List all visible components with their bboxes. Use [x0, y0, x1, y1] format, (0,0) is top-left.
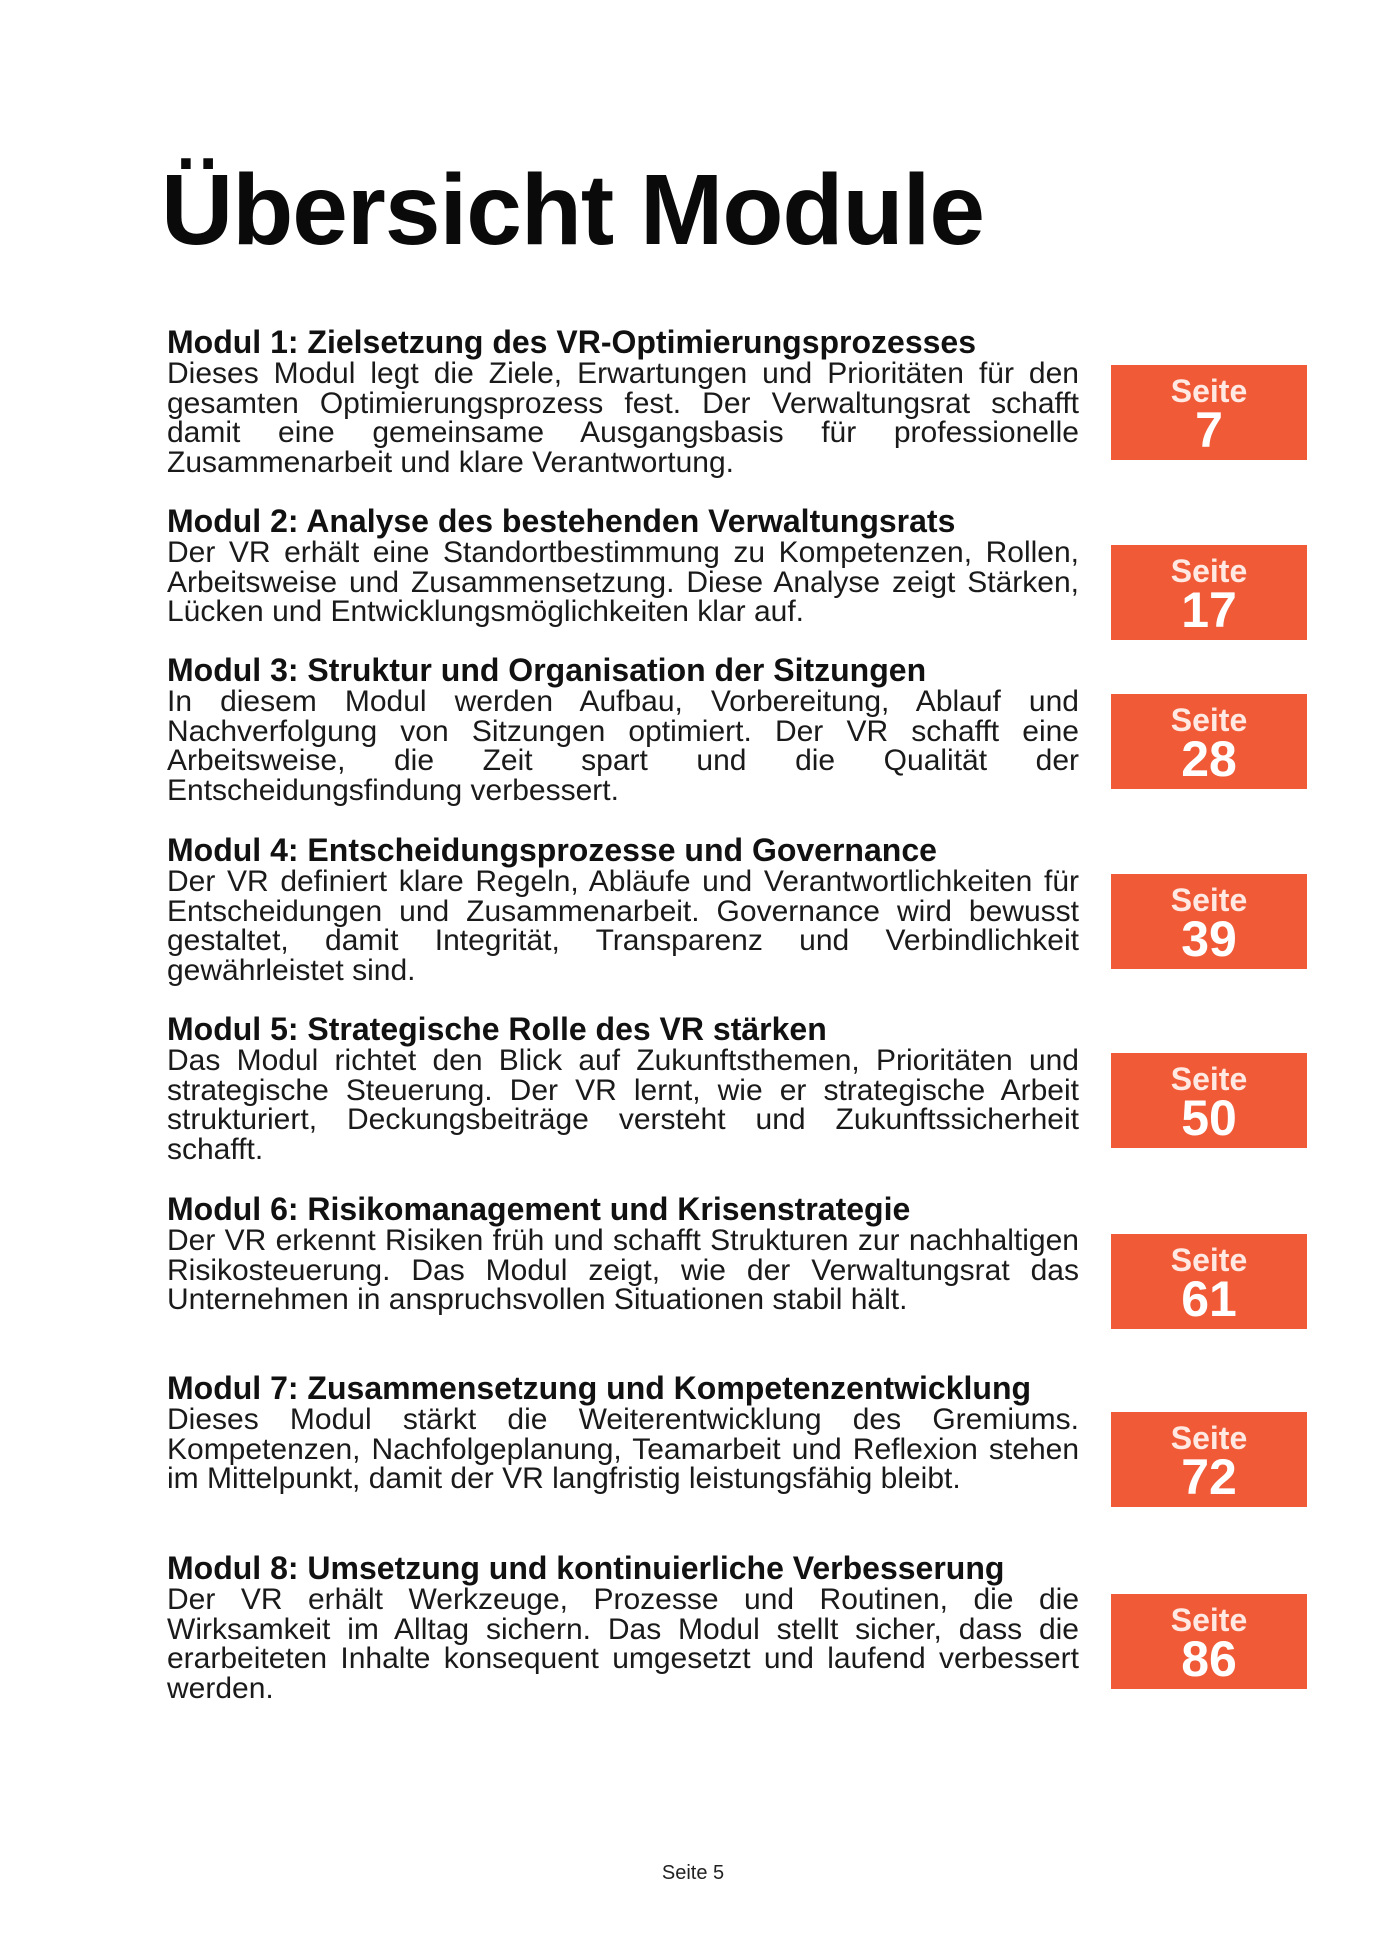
badge-label: Seite [1170, 702, 1248, 738]
badge-page-number: 61 [1181, 1271, 1237, 1327]
badge-label: Seite [1170, 1242, 1248, 1278]
badge-label: Seite [1170, 882, 1248, 918]
module-title: Modul 2: Analyse des bestehenden Verwaltungsrats [167, 503, 956, 539]
badge-label: Seite [1170, 1420, 1248, 1456]
module-text [167, 1193, 1079, 1315]
module-text [167, 654, 1079, 805]
module-description: Der VR erhält eine Standortbestimmung zu Kompetenzen, Rollen, Arbeitsweise und Zusammensetzung. Diese Analyse zeigt Stärken, Lücken und Entwicklungsmöglichkeiten klar auf. [167, 536, 1079, 628]
module-title: Modul 6: Risikomanagement und Krisenstrategie [167, 1191, 911, 1227]
module-description: Dieses Modul stärkt die Weiterentwicklung des Gremiums. Kompetenzen, Nachfolgeplanung, Teamarbeit und Reflexion stehen im Mittelpunkt, damit der VR langfristig leistungsfähig bleibt. [167, 1403, 1079, 1495]
module-item [167, 1552, 1317, 1712]
module-title: Modul 3: Struktur und Organisation der Sitzungen [167, 652, 927, 688]
module-title: Modul 4: Entscheidungsprozesse und Governance [167, 832, 937, 868]
module-text [167, 834, 1079, 985]
page-title: Übersicht Module [161, 154, 984, 266]
module-title: Modul 7: Zusammensetzung und Kompetenzentwicklung [167, 1370, 1032, 1406]
badge-label: Seite [1170, 373, 1248, 409]
page-footer-number: Seite 5 [661, 1862, 725, 1884]
module-title: Modul 5: Strategische Rolle des VR stärken [167, 1011, 827, 1047]
module-text [167, 1552, 1079, 1703]
module-item [167, 1193, 1317, 1353]
page-badge[interactable] [1111, 1234, 1307, 1329]
module-title: Modul 1: Zielsetzung des VR-Optimierungsprozesses [167, 324, 977, 360]
module-text [167, 326, 1079, 477]
page-badge[interactable] [1111, 1594, 1307, 1689]
module-description: Dieses Modul legt die Ziele, Erwartungen und Prioritäten für den gesamten Optimierungsprozess fest. Der Verwaltungsrat schafft damit eine gemeinsame Ausgangsbasis für professionelle Zusammenarbeit und klare Verantwortung. [167, 357, 1079, 479]
badge-page-number: 17 [1181, 582, 1237, 638]
badge-page-number: 28 [1181, 731, 1237, 787]
badge-page-number: 72 [1181, 1449, 1237, 1505]
module-item [167, 1013, 1317, 1173]
module-description: Das Modul richtet den Blick auf Zukunftsthemen, Prioritäten und strategische Steuerung. Der VR lernt, wie er strategische Arbeit strukturiert, Deckungsbeiträge versteht und Zukunftssicherheit schafft. [167, 1044, 1079, 1166]
module-item [167, 505, 1317, 665]
module-item [167, 1372, 1317, 1532]
page-badge[interactable] [1111, 1053, 1307, 1148]
module-text [167, 1372, 1079, 1494]
module-item [167, 326, 1317, 486]
page-badge[interactable] [1111, 1412, 1307, 1507]
module-item [167, 834, 1317, 994]
page-badge[interactable] [1111, 874, 1307, 969]
badge-label: Seite [1170, 1602, 1248, 1638]
badge-label: Seite [1170, 1061, 1248, 1097]
module-description: Der VR erkennt Risiken früh und schafft Strukturen zur nachhaltigen Risikosteuerung. Das Modul zeigt, wie der Verwaltungsrat das Unternehmen in anspruchsvollen Situationen stabil hält. [167, 1224, 1079, 1316]
module-description: In diesem Modul werden Aufbau, Vorbereitung, Ablauf und Nachverfolgung von Sitzungen optimiert. Der VR schafft eine Arbeitsweise, die Zeit spart und die Qualität der Entscheidungsfindung verbessert. [167, 685, 1079, 807]
badge-page-number: 7 [1195, 402, 1223, 458]
badge-page-number: 86 [1181, 1631, 1237, 1687]
page-badge[interactable] [1111, 545, 1307, 640]
module-item [167, 654, 1317, 814]
page-badge[interactable] [1111, 694, 1307, 789]
badge-page-number: 39 [1181, 911, 1237, 967]
page-badge[interactable] [1111, 365, 1307, 460]
module-text [167, 1013, 1079, 1164]
badge-page-number: 50 [1181, 1090, 1237, 1146]
badge-label: Seite [1170, 553, 1248, 589]
module-text [167, 505, 1079, 627]
module-description: Der VR definiert klare Regeln, Abläufe und Verantwortlichkeiten für Entscheidungen und Zusammenarbeit. Governance wird bewusst gestaltet, damit Integrität, Transparenz und Verbindlichkeit gewährleistet sind. [167, 865, 1079, 987]
module-description: Der VR erhält Werkzeuge, Prozesse und Routinen, die die Wirksamkeit im Alltag sichern. Das Modul stellt sicher, dass die erarbeiteten Inhalte konsequent umgesetzt und laufend verbessert werden. [167, 1583, 1079, 1705]
module-title: Modul 8: Umsetzung und kontinuierliche Verbesserung [167, 1550, 1005, 1586]
